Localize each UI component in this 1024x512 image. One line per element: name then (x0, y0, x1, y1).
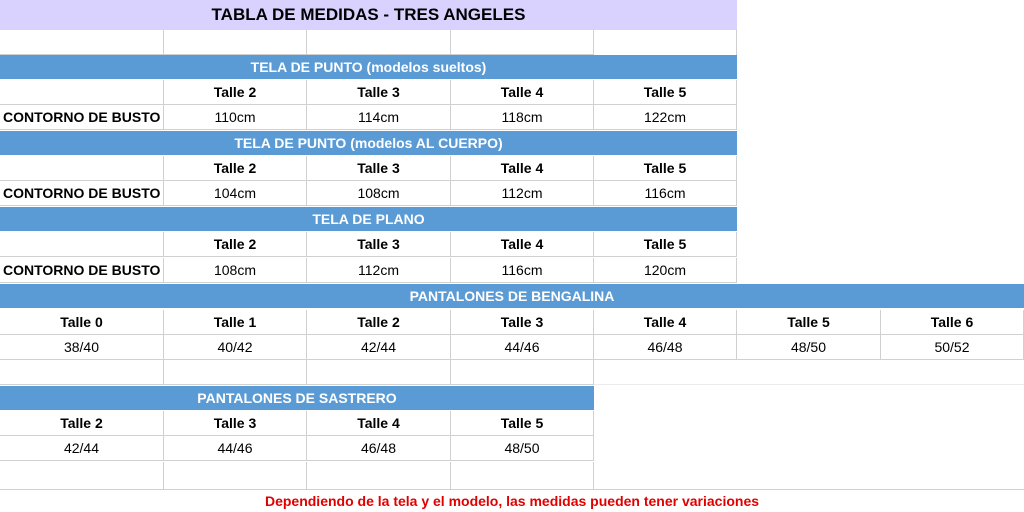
measure-row (0, 258, 737, 283)
empty-cell (0, 360, 164, 385)
measure-value: 122cm (594, 105, 737, 130)
measure-value: 44/46 (451, 335, 594, 360)
spacer-row (0, 462, 1024, 490)
size-label: Talle 4 (307, 411, 451, 436)
measure-value: 108cm (307, 181, 451, 206)
measure-row (0, 181, 737, 206)
measure-value: 46/48 (307, 436, 451, 461)
size-label: Talle 0 (0, 310, 164, 335)
empty-cell (0, 232, 164, 257)
size-header-row (0, 310, 1024, 335)
measure-value: 112cm (451, 181, 594, 206)
measure-row (0, 335, 1024, 360)
size-label: Talle 5 (594, 80, 737, 105)
empty-cell (307, 30, 451, 55)
row-label: CONTORNO DE BUSTO (0, 105, 164, 130)
section-header-sastrero: PANTALONES DE SASTRERO (0, 386, 594, 411)
spacer-row (0, 30, 737, 55)
empty-cell (0, 156, 164, 181)
section-header-punto-sueltos: TELA DE PUNTO (modelos sueltos) (0, 55, 737, 80)
measure-value: 50/52 (881, 335, 1024, 360)
measure-row (0, 436, 1024, 461)
size-label: Talle 2 (307, 310, 451, 335)
measure-value: 120cm (594, 258, 737, 283)
empty-cell (0, 462, 164, 490)
empty-cell (451, 462, 594, 490)
page-title: TABLA DE MEDIDAS - TRES ANGELES (0, 0, 737, 30)
measure-value: 44/46 (164, 436, 307, 461)
measure-value: 42/44 (0, 436, 164, 461)
section-header-punto-al-cuerpo: TELA DE PUNTO (modelos AL CUERPO) (0, 131, 737, 156)
size-label: Talle 2 (0, 411, 164, 436)
measure-value: 48/50 (737, 335, 881, 360)
measure-value: 116cm (451, 258, 594, 283)
size-header-row (0, 232, 737, 257)
size-label: Talle 5 (594, 156, 737, 181)
size-label: Talle 4 (594, 310, 737, 335)
empty-cell (307, 462, 451, 490)
measure-value: 46/48 (594, 335, 737, 360)
size-label: Talle 3 (164, 411, 307, 436)
row-label: CONTORNO DE BUSTO (0, 258, 164, 283)
empty-cell (0, 80, 164, 105)
empty-cell (451, 30, 594, 55)
size-label: Talle 3 (307, 232, 451, 257)
empty-cell (164, 462, 307, 490)
footer-note: Dependiendo de la tela y el modelo, las medidas pueden tener variaciones (264, 493, 760, 509)
row-label: CONTORNO DE BUSTO (0, 181, 164, 206)
measure-value: 108cm (164, 258, 307, 283)
section-header-plano: TELA DE PLANO (0, 207, 737, 232)
size-label: Talle 2 (164, 232, 307, 257)
empty-cell (164, 30, 307, 55)
size-label: Talle 4 (451, 80, 594, 105)
empty-cell (594, 360, 1024, 385)
size-header-row (0, 156, 737, 181)
empty-cell (0, 30, 164, 55)
empty-cell (307, 360, 451, 385)
size-label: Talle 3 (307, 156, 451, 181)
measure-value: 38/40 (0, 335, 164, 360)
measure-value: 104cm (164, 181, 307, 206)
size-label: Talle 5 (451, 411, 594, 436)
size-label: Talle 1 (164, 310, 307, 335)
measure-value: 48/50 (451, 436, 594, 461)
size-label: Talle 6 (881, 310, 1024, 335)
measure-value: 112cm (307, 258, 451, 283)
measure-value: 116cm (594, 181, 737, 206)
empty-cell (451, 360, 594, 385)
size-header-row (0, 411, 1024, 436)
size-label: Talle 3 (307, 80, 451, 105)
measure-value: 40/42 (164, 335, 307, 360)
size-label: Talle 2 (164, 156, 307, 181)
size-label: Talle 5 (737, 310, 881, 335)
measure-value: 114cm (307, 105, 451, 130)
measure-value: 42/44 (307, 335, 451, 360)
size-label: Talle 2 (164, 80, 307, 105)
size-label: Talle 5 (594, 232, 737, 257)
measure-value: 110cm (164, 105, 307, 130)
empty-cell (164, 360, 307, 385)
size-header-row (0, 80, 737, 105)
measure-value: 118cm (451, 105, 594, 130)
empty-cell (594, 30, 737, 55)
size-label: Talle 4 (451, 232, 594, 257)
empty-cell (594, 462, 1024, 490)
spacer-row (0, 360, 1024, 385)
size-label: Talle 3 (451, 310, 594, 335)
section-header-bengalina: PANTALONES DE BENGALINA (0, 284, 1024, 309)
size-label: Talle 4 (451, 156, 594, 181)
measure-row (0, 105, 737, 130)
